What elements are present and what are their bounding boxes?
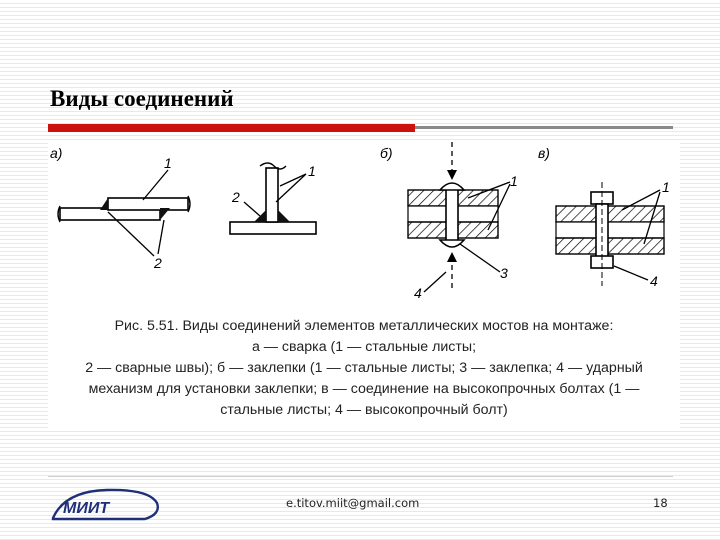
connection-types-figure: [48, 140, 680, 430]
steel-web-plate: [266, 168, 278, 222]
footer-divider: [48, 476, 673, 477]
caption-line: 2 — сварные швы); б — заклепки (1 — стальные листы; 3 — заклепка; 4 — ударный: [85, 360, 643, 376]
rivet: [446, 188, 458, 242]
title-underline-gray: [415, 126, 673, 129]
steel-base-plate: [230, 222, 316, 234]
label-4: 4: [650, 273, 658, 289]
label-1: 1: [510, 173, 518, 189]
label-1: 1: [308, 163, 316, 179]
panel-v-bolt: [538, 145, 670, 289]
title-underline-red: [48, 124, 415, 132]
label-1: 1: [662, 179, 670, 195]
panel-v-label: в): [538, 145, 550, 161]
steel-sheet-upper: [108, 198, 188, 210]
logo-text: МИИТ: [63, 500, 110, 517]
caption-line: стальные листы; 4 — высокопрочный болт): [220, 402, 508, 418]
label-2: 2: [232, 189, 240, 205]
figure-caption: [48, 316, 680, 421]
label-2: 2: [154, 255, 162, 271]
weld-seam-t-right: [278, 210, 290, 222]
caption-line: а — сварка (1 — стальные листы;: [251, 339, 477, 355]
label-4: 4: [414, 285, 422, 301]
slide-title: Виды соединений: [50, 86, 234, 111]
caption-line: механизм для установки заклепки; в — соединение на высокопрочных болтах (1 —: [88, 381, 640, 397]
caption-line: Рис. 5.51. Виды соединений элементов металлических мостов на монтаже:: [114, 318, 614, 334]
panel-b-label: б): [380, 145, 393, 161]
panel-b-rivet: [380, 142, 518, 301]
miit-logo: [45, 487, 163, 523]
label-3: 3: [500, 265, 508, 281]
label-1: 1: [164, 155, 172, 171]
steel-sheet-upper: [556, 206, 664, 222]
panel-a-lap-weld: [50, 145, 316, 271]
panel-a-label: а): [50, 145, 63, 161]
steel-sheet-lower: [556, 238, 664, 254]
footer-email: e.titov.miit@gmail.com: [286, 496, 420, 510]
page-number: 18: [653, 496, 668, 510]
